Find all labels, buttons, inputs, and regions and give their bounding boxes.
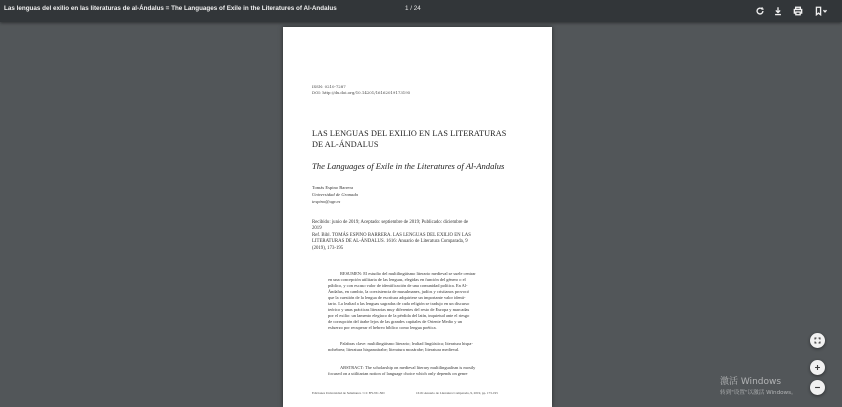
author-name: Tomás Espino Barrera [312,185,354,190]
watermark-subtitle: 转到"设置"以激活 Windows。 [720,390,797,396]
bibref-line: (2019), 173-195 [312,246,344,251]
rotate-icon[interactable] [753,4,767,18]
footer-journal: 1616: Anuario de Literatura Comparada, 9, 2019, pp. 173-195 [416,391,498,395]
bookmark-menu-icon[interactable] [812,4,830,18]
resumen-line: que la cuestión de la lengua de escritura adquiriese un importante valor identi- [328,295,466,300]
resumen-line: teórico y unas prácticas literarias muy diferentes del resto de Europa y marcadas [328,307,470,312]
author-affiliation: Universidad de Granada [312,192,358,197]
received-line: Recibido: junio de 2019; Aceptado: septiembre de 2019; Publicado: diciembre de [312,220,469,225]
resumen-line: tario. La lealtad a las lenguas sagradas de cada religión se tradujo en un discurso [328,301,470,306]
article-subtitle: The Languages of Exile in the Literatures of Al-Andalus [312,161,505,171]
document-title: Las lenguas del exilio en las literaturas de al-Ándalus = The Languages of Exile in the Literatures of Al-Andalus [4,5,337,12]
pdf-viewer-area[interactable] [0,22,842,405]
resumen-line: en una concepción utilitaria de las lenguas, elegidas en función del género o el [328,277,466,282]
pdf-page [283,27,552,407]
resumen-line: esfuerzo por recuperar el hebreo bíblico como lengua poética. [328,325,437,330]
watermark-title: 激活 Windows [720,377,782,387]
fit-page-icon[interactable] [810,333,825,348]
abstract-line: ABSTRACT: The scholarship on medieval literary multilingualism is mostly [340,365,476,370]
keywords-line: Palabras clave: multilingüismo literario; lealtad lingüística; literatura hispa- [340,341,473,346]
print-icon[interactable] [791,4,805,18]
zoom-in-icon[interactable] [810,360,825,375]
download-icon[interactable] [771,4,785,18]
resumen-line: de corrupción del árabe lejos de las grandes capitales de Oriente Medio y un [328,319,462,324]
resumen-line: Ándalus, en cambio, la coexistencia de musulmanes, judíos y cristianos provocó [328,289,470,294]
zoom-out-icon[interactable] [810,380,825,395]
resumen-line: por el exilio: un lamento elegíaco de la pérdida del latín, inquietud ante el riesgo [328,313,470,318]
resumen-line: RESUMEN: El estudio del multilingüismo literario medieval se suele centrar [340,271,476,276]
article-title-line2: DE AL-ÁNDALUS [312,140,379,149]
bibref-line: Ref. Bibl. TOMÁS ESPINO BARRERA. LAS LENGUAS DEL EXILIO EN LAS [312,233,471,238]
author-email: tespino@ugr.es [312,199,341,204]
footer-publisher: Ediciones Universidad de Salamanca / CC BY-NC-ND [312,391,385,395]
page-indicator[interactable]: 1 / 24 [405,5,421,12]
abstract-line: focused on a utilitarian notion of language choice which only depends on genre [328,371,468,376]
pdf-toolbar [0,0,842,22]
resumen-line: público, y con escaso valor de identificación de una comunidad política. En Al- [328,283,468,288]
windows-activation-watermark [720,374,797,396]
bibref-line: LITERATURAS DE AL-ÁNDALUS. 1616: Anuario de Literatura Comparada, 9 [312,239,468,244]
received-line: 2019 [312,226,322,231]
keywords-line: nohebrea; literatura hispanoárabe; literatura mozárabe; literatura medieval. [328,347,460,352]
article-title-line1: LAS LENGUAS DEL EXILIO EN LAS LITERATURAS [312,129,507,138]
doi-line: DOI: http://dx.doi.org/10.14201/16162019173195 [312,90,411,95]
issn-line: ISSN: 0210-7287 [312,84,346,89]
